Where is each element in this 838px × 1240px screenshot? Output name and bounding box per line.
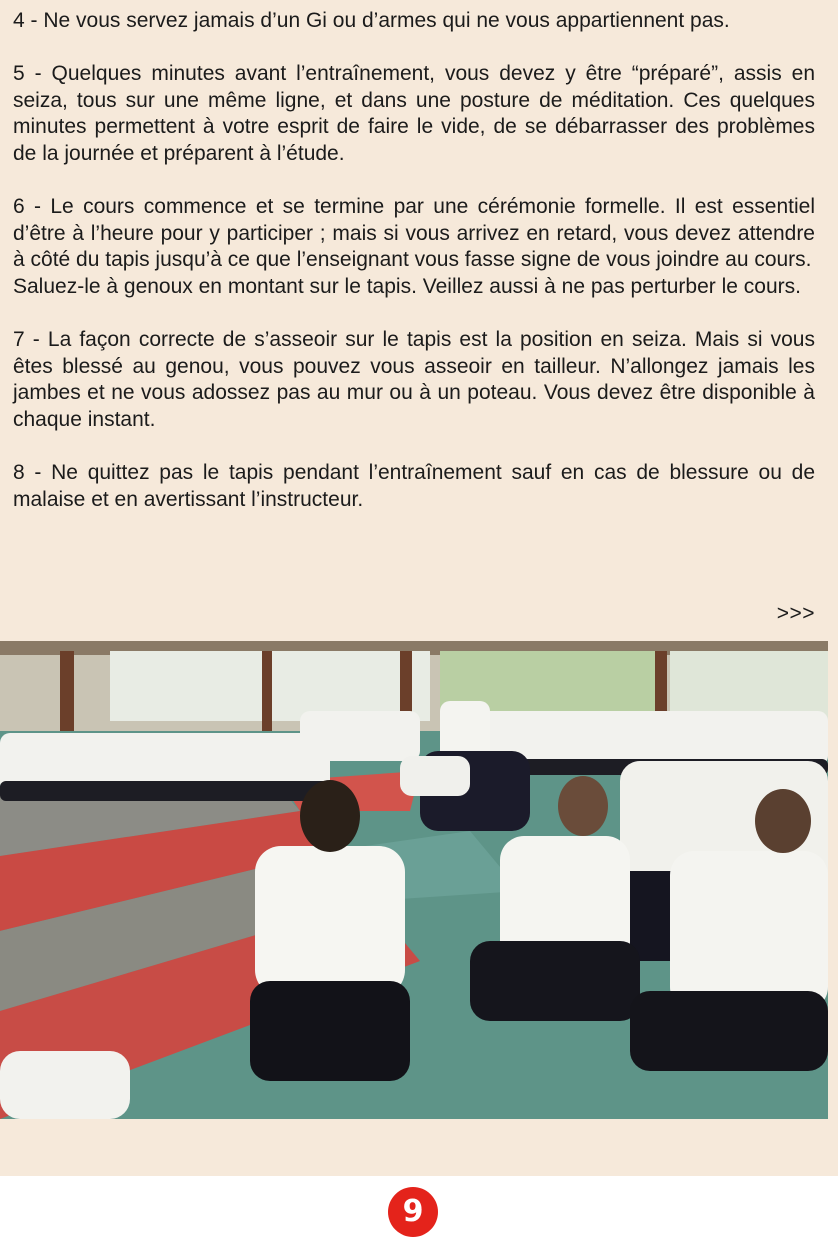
rule-line: Saluez-le à genoux en montant sur le tapis. Veillez aussi à ne pas perturber le cours. xyxy=(13,274,801,298)
rule-line: 4 - Ne vous servez jamais d’un Gi ou d’armes qui ne vous appartiennent pas. xyxy=(13,9,730,32)
page-number-badge xyxy=(388,1187,438,1237)
continue-marker: >>> xyxy=(776,602,815,625)
rule-5 xyxy=(13,61,815,167)
rule-4 xyxy=(13,8,815,35)
rules-text xyxy=(13,8,815,513)
rule-line: 7 - La façon correcte de s’asseoir sur le tapis est la position en seiza. Mais si vous êtes blessé au genou, vous pouvez vous asseoir en tailleur. N’allongez jamais les jambes et ne vous adossez pas au mur ou à un poteau. Vous devez être disponible à chaque instant. xyxy=(13,328,815,431)
rule-line: 5 - Quelques minutes avant l’entraînement, vous devez y être “préparé”, assis en seiza, tous sur une même ligne, et dans une posture de méditation. Ces quelques minutes permettent à votre esprit de faire le vide, de se débarrasser des problèmes de la journée et préparent à l’étude. xyxy=(13,62,815,165)
page-number: 9 xyxy=(402,1194,424,1229)
dojo-photo xyxy=(0,641,828,1119)
rule-line: 6 - Le cours commence et se termine par une cérémonie formelle. Il est essentiel d’être à l’heure pour y participer ; mais si vous arrivez en retard, vous devez attendre à côté du tapis jusqu’à ce que l’enseignant vous fasse signe de vous joindre au cours. xyxy=(13,195,815,272)
rule-7 xyxy=(13,327,815,433)
rule-6 xyxy=(13,194,815,300)
rule-line: 8 - Ne quittez pas le tapis pendant l’entraînement sauf en cas de blessure ou de malaise et en avertissant l’instructeur. xyxy=(13,461,815,511)
rule-8 xyxy=(13,460,815,513)
